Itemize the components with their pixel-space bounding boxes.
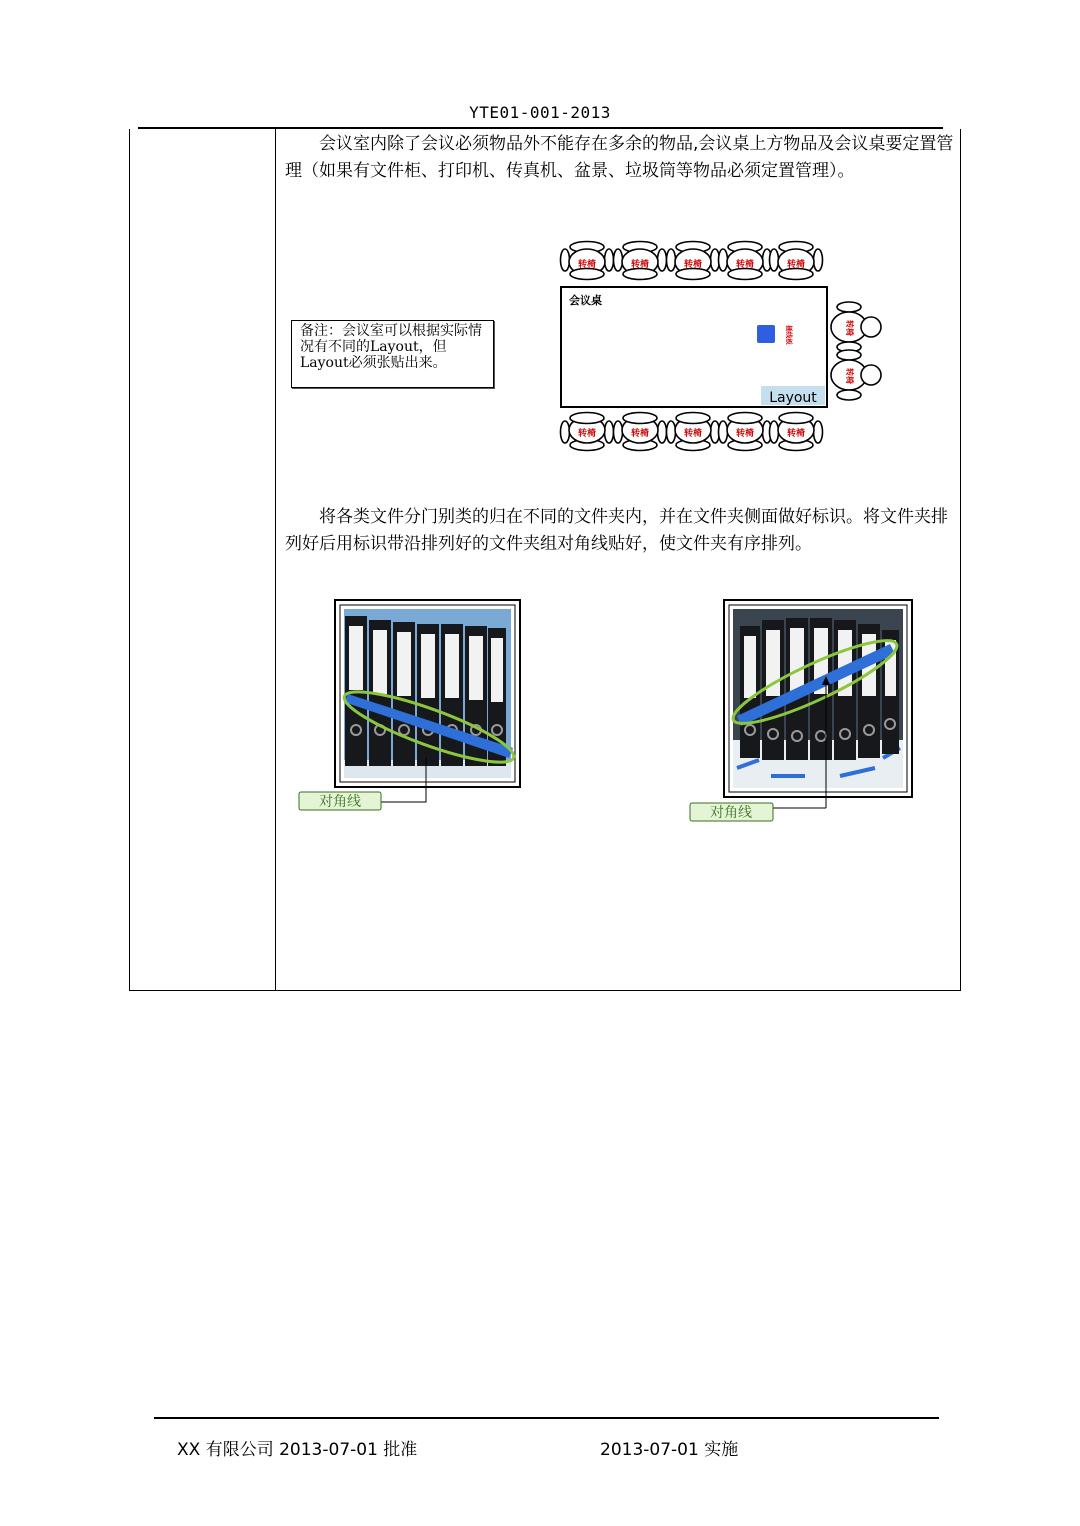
table-column-divider xyxy=(275,129,276,991)
svg-text:转椅: 转椅 xyxy=(577,260,597,270)
table-object-square xyxy=(757,325,775,343)
side-item-label: 插线板 xyxy=(785,325,793,345)
chair-bottom-5 xyxy=(770,413,823,451)
callout-left-label: 对角线 xyxy=(319,794,361,810)
svg-text:转椅: 转椅 xyxy=(630,429,650,439)
chair-bottom-3 xyxy=(667,413,720,451)
svg-text:转椅: 转椅 xyxy=(735,429,755,439)
svg-text:转椅: 转椅 xyxy=(577,429,597,439)
svg-text:转椅: 转椅 xyxy=(683,260,703,270)
layout-label: Layout xyxy=(769,390,817,406)
chair-top-4 xyxy=(719,242,772,280)
photo-right xyxy=(690,600,912,821)
meeting-room-layout-diagram xyxy=(555,232,895,464)
photo-left xyxy=(299,600,520,810)
paragraph-folders: 将各类文件分门别类的归在不同的文件夹内，并在文件夹侧面做好标识。将文件夹排列好后用标识带沿排列好的文件夹组对角线贴好，使文件夹有序排列。 xyxy=(285,507,948,554)
document-code: YTE01-001-2013 xyxy=(469,103,611,122)
chair-top-5 xyxy=(770,242,823,280)
note-box: 备注：会议室可以根据实际情况有不同的Layout，但Layout必须张贴出来。 xyxy=(291,320,494,388)
chair-top-2 xyxy=(614,242,667,280)
conference-table-label: 会议桌 xyxy=(569,294,602,307)
chair-bottom-1 xyxy=(561,413,614,451)
svg-text:转椅: 转椅 xyxy=(683,429,703,439)
svg-text:转椅: 转椅 xyxy=(845,368,854,384)
paragraph-meeting-room: 会议室内除了会议必须物品外不能存在多余的物品,会议桌上方物品及会议桌要定置管理（如果有文件柜、打印机、传真机、盆景、垃圾筒等物品必须定置管理）。 xyxy=(285,134,954,181)
svg-text:转椅: 转椅 xyxy=(845,320,854,336)
svg-text:转椅: 转椅 xyxy=(735,260,755,270)
binder-photos xyxy=(285,590,935,830)
footer-rule xyxy=(154,1417,939,1419)
svg-text:转椅: 转椅 xyxy=(630,260,650,270)
callout-right-label: 对角线 xyxy=(710,805,752,821)
chair-right-2 xyxy=(831,350,881,400)
footer-effective-date: 2013-07-01 实施 xyxy=(600,1440,739,1460)
chair-right-1 xyxy=(831,302,881,352)
chair-top-1 xyxy=(561,242,614,280)
svg-text:转椅: 转椅 xyxy=(786,260,806,270)
chair-bottom-4 xyxy=(719,413,772,451)
chair-top-3 xyxy=(667,242,720,280)
footer-approval: XX 有限公司 2013-07-01 批准 xyxy=(177,1440,418,1460)
chair-bottom-2 xyxy=(614,413,667,451)
svg-text:转椅: 转椅 xyxy=(786,429,806,439)
